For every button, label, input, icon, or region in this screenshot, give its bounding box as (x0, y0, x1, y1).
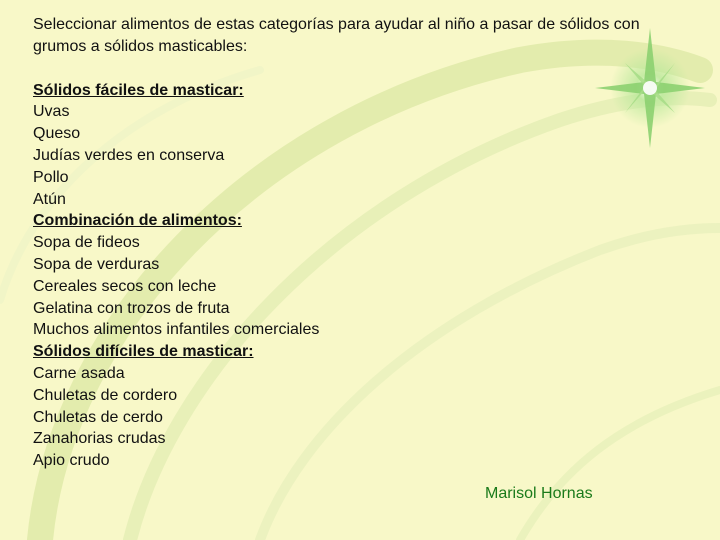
list-item: Muchos alimentos infantiles comerciales (33, 321, 320, 339)
section-heading: Combinación de alimentos: (33, 212, 242, 230)
intro-text: Seleccionar alimentos de estas categorías para ayudar al niño a pasar de sólidos con grumos a sólidos masticables: (33, 16, 640, 55)
list-item: Chuletas de cordero (33, 386, 178, 404)
list-item: Sopa de verduras (33, 255, 160, 273)
list-item: Apio crudo (33, 452, 110, 470)
author-name: Marisol Hornas (485, 485, 593, 502)
list-item: Queso (33, 125, 81, 143)
list-item: Carne asada (33, 364, 125, 382)
list-item: Uvas (33, 103, 70, 121)
section-food-combination (33, 210, 653, 341)
section-hard-to-chew (33, 341, 653, 472)
list-item: Atún (33, 190, 66, 208)
list-item: Gelatina con trozos de fruta (33, 299, 230, 317)
list-item: Pollo (33, 168, 69, 186)
section-heading: Sólidos difíciles de masticar: (33, 343, 254, 361)
list-item: Zanahorias crudas (33, 430, 166, 448)
list-item: Sopa de fideos (33, 234, 140, 252)
list-item: Cereales secos con leche (33, 277, 217, 295)
section-heading: Sólidos fáciles de masticar: (33, 81, 244, 99)
section-easy-to-chew (33, 80, 653, 211)
list-item: Judías verdes en conserva (33, 146, 225, 164)
list-item: Chuletas de cerdo (33, 408, 163, 426)
slide-content (33, 14, 653, 472)
